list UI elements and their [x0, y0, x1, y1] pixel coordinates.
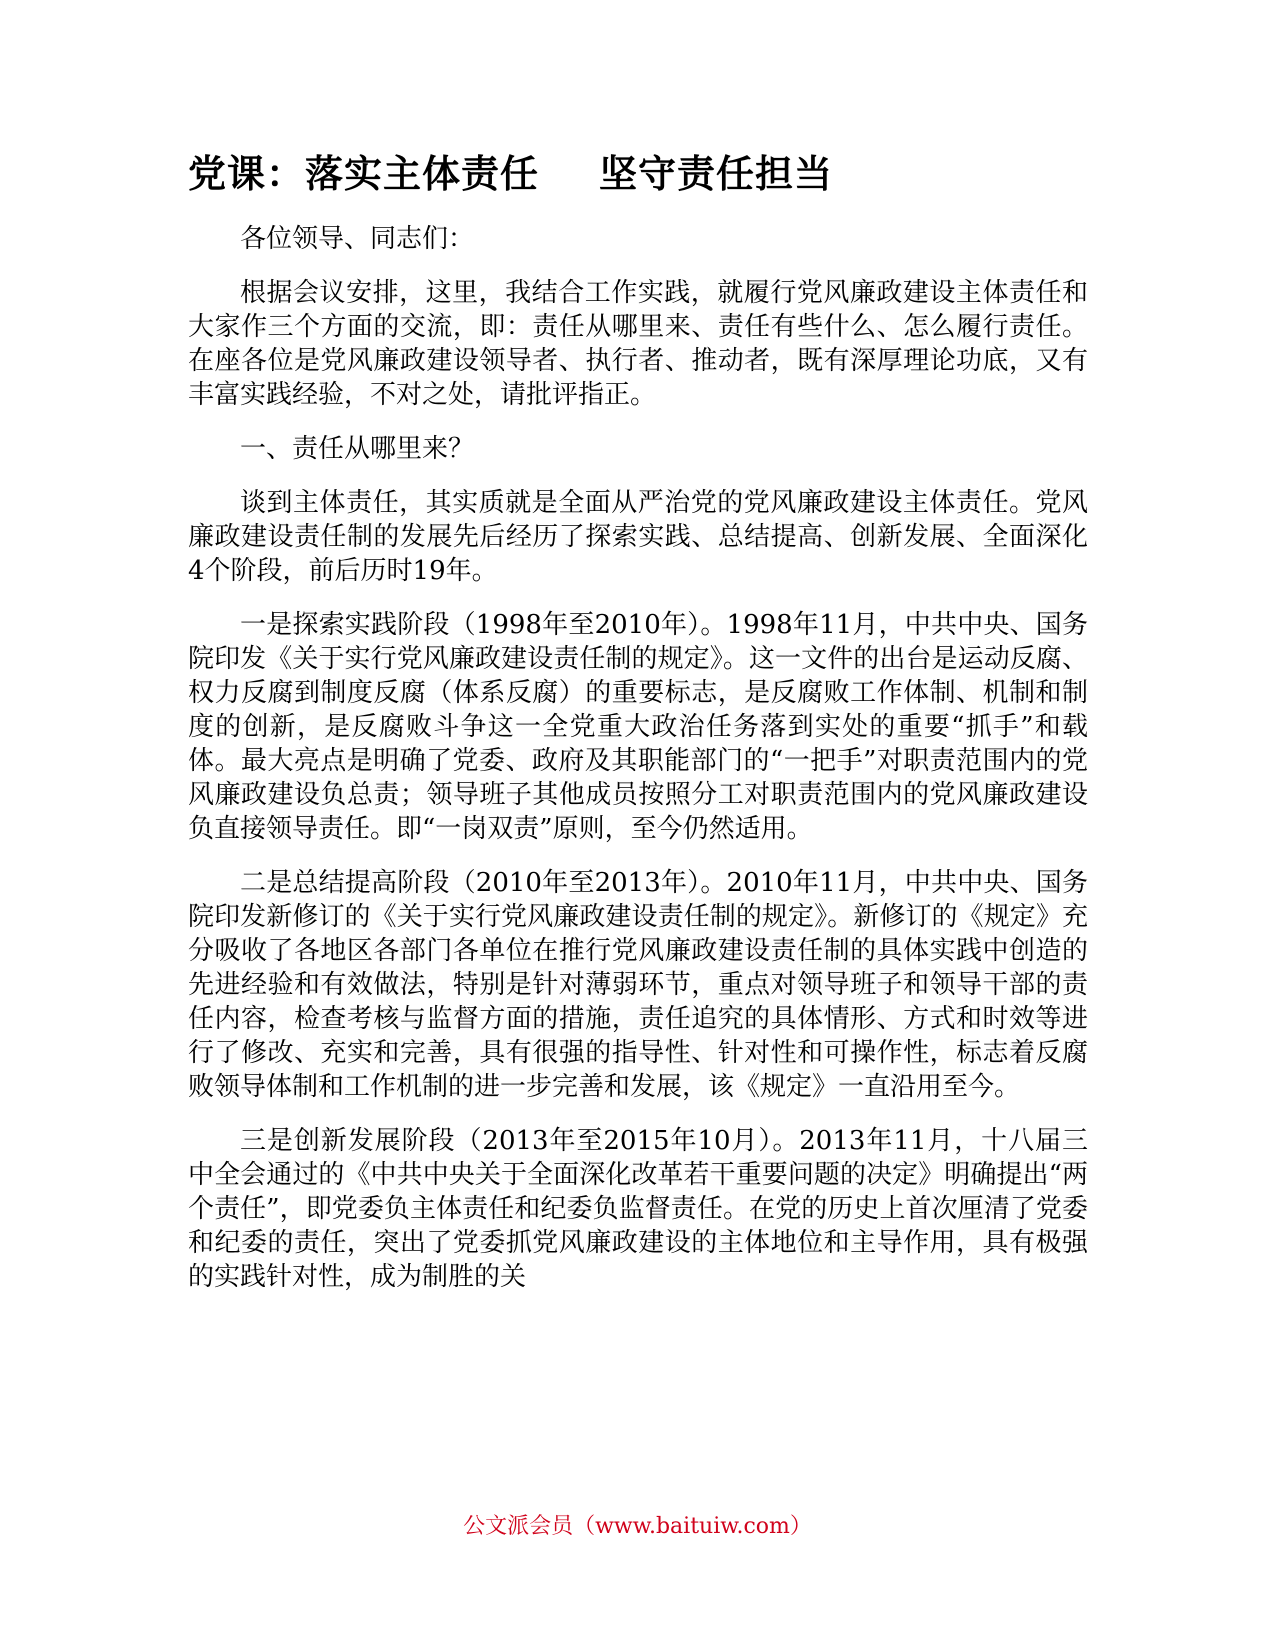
document-page [188, 148, 1088, 1314]
title-part-2: 坚守责任担当 [599, 152, 834, 196]
footer-watermark-link[interactable]: 公文派会员（www.baituiw.com） [463, 1514, 812, 1539]
intro-paragraph: 根据会议安排，这里，我结合工作实践，就履行党风廉政建设主体责任和大家作三个方面的交流，即：责任从哪里来、责任有些什么、怎么履行责任。在座各位是党风廉政建设领导者、执行者、推动者，既有深厚理论功底，又有丰富实践经验，不对之处，请批评指正。 [188, 278, 1088, 410]
page-title [188, 148, 1088, 200]
body-paragraph: 谈到主体责任，其实质就是全面从严治党的党风廉政建设主体责任。党风廉政建设责任制的发展先后经历了探索实践、总结提高、创新发展、全面深化4个阶段，前后历时19年。 [188, 488, 1088, 586]
salutation: 各位领导、同志们： [240, 224, 475, 254]
section-heading-1: 一、责任从哪里来？ [240, 434, 475, 464]
body-paragraph: 二是总结提高阶段（2010年至2013年）。2010年11月，中共中央、国务院印发新修订的《关于实行党风廉政建设责任制的规定》。新修订的《规定》充分吸收了各地区各部门各单位在推行党风廉政建设责任制的具体实践中创造的先进经验和有效做法，特别是针对薄弱环节，重点对领导班子和领导干部的责任内容，检查考核与监督方面的措施，责任追究的具体情形、方式和时效等进行了修改、充实和完善，具有很强的指导性、针对性和可操作性，标志着反腐败领导体制和工作机制的进一步完善和发展，该《规定》一直沿用至今。 [188, 868, 1088, 1102]
body-paragraph: 一是探索实践阶段（1998年至2010年）。1998年11月，中共中央、国务院印发《关于实行党风廉政建设责任制的规定》。这一文件的出台是运动反腐、权力反腐到制度反腐（体系反腐）的重要标志，是反腐败工作体制、机制和制度的创新，是反腐败斗争这一全党重大政治任务落到实处的重要“抓手”和载体。最大亮点是明确了党委、政府及其职能部门的“一把手”对职责范围内的党风廉政建设负总责；领导班子其他成员按照分工对职责范围内的党风廉政建设负直接领导责任。即“一岗双责”原则，至今仍然适用。 [188, 610, 1088, 844]
body-paragraph: 三是创新发展阶段（2013年至2015年10月）。2013年11月，十八届三中全会通过的《中共中央关于全面深化改革若干重要问题的决定》明确提出“两个责任”，即党委负主体责任和纪委负监督责任。在党的历史上首次厘清了党委和纪委的责任，突出了党委抓党风廉政建设的主体地位和主导作用，具有极强的实践针对性，成为制胜的关 [188, 1126, 1088, 1292]
title-part-1: 党课：落实主体责任 [188, 152, 540, 196]
